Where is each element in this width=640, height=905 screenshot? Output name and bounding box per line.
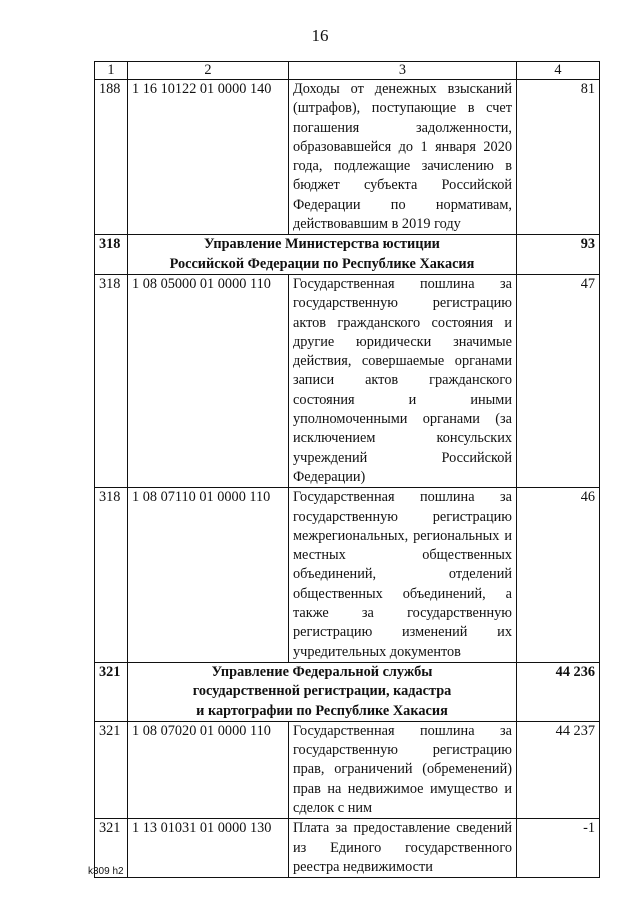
section-row xyxy=(95,662,600,721)
section-total: 44 236 xyxy=(517,662,600,721)
table-row xyxy=(95,721,600,818)
admin-code: 318 xyxy=(95,274,128,487)
amount: -1 xyxy=(517,819,600,878)
header-col-3: 3 xyxy=(289,62,517,80)
section-title xyxy=(128,235,517,275)
revenue-code: 1 16 10122 01 0000 140 xyxy=(128,80,289,235)
revenue-code: 1 13 01031 01 0000 130 xyxy=(128,819,289,878)
table-row xyxy=(95,80,600,235)
admin-code: 188 xyxy=(95,80,128,235)
section-title xyxy=(128,662,517,721)
table-row xyxy=(95,274,600,487)
header-col-2: 2 xyxy=(128,62,289,80)
admin-code: 321 xyxy=(95,721,128,818)
document-footer-code: k309 h2 xyxy=(88,866,124,877)
section-title-line: государственной регистрации, кадастра xyxy=(192,683,452,700)
revenue-description: Государственная пошлина за государственную регистрацию прав, ограничений (обременений) прав на недвижимое имущество и сделок с ним xyxy=(289,721,517,818)
revenue-description: Доходы от денежных взысканий (штрафов), поступающие в счет погашения задолженности, образовавшейся до 1 января 2020 года, подлежащие зачислению в бюджет субъекта Российской Федерации по нормативам, действовавшим в 2019 году xyxy=(289,80,517,235)
page-number: 16 xyxy=(311,26,329,45)
revenue-code: 1 08 05000 01 0000 110 xyxy=(128,274,289,487)
revenue-description: Государственная пошлина за государственную регистрацию межрегиональных, региональных и местных общественных объединений, отделений общественных объединений, а также за государственную регистрацию изменений их учредительных документов xyxy=(289,488,517,663)
table-header-row xyxy=(95,62,600,80)
section-title-line: Российской Федерации по Республике Хакасия xyxy=(169,255,475,272)
table-row xyxy=(95,488,600,663)
table-row xyxy=(95,819,600,878)
admin-code: 318 xyxy=(95,488,128,663)
section-total: 93 xyxy=(517,235,600,275)
section-row xyxy=(95,235,600,275)
revenue-description: Плата за предоставление сведений из Единого государственного реестра недвижимости xyxy=(289,819,517,878)
amount: 44 237 xyxy=(517,721,600,818)
revenue-table xyxy=(94,61,600,878)
header-col-1: 1 xyxy=(95,62,128,80)
section-title-line: Управление Федеральной службы xyxy=(211,663,433,680)
admin-code: 318 xyxy=(95,235,128,275)
revenue-description: Государственная пошлина за государственную регистрацию актов гражданского состояния и другие юридически значимые действия, совершаемые органами записи актов гражданского состояния и иными уполномоченными органами (за исключением консульских учреждений Российской Федерации) xyxy=(289,274,517,487)
revenue-code: 1 08 07020 01 0000 110 xyxy=(128,721,289,818)
amount: 81 xyxy=(517,80,600,235)
amount: 47 xyxy=(517,274,600,487)
section-title-line: Управление Министерства юстиции xyxy=(204,236,440,253)
header-col-4: 4 xyxy=(517,62,600,80)
revenue-code: 1 08 07110 01 0000 110 xyxy=(128,488,289,663)
admin-code: 321 xyxy=(95,819,128,878)
admin-code: 321 xyxy=(95,662,128,721)
section-title-line: и картографии по Республике Хакасия xyxy=(196,702,448,719)
amount: 46 xyxy=(517,488,600,663)
